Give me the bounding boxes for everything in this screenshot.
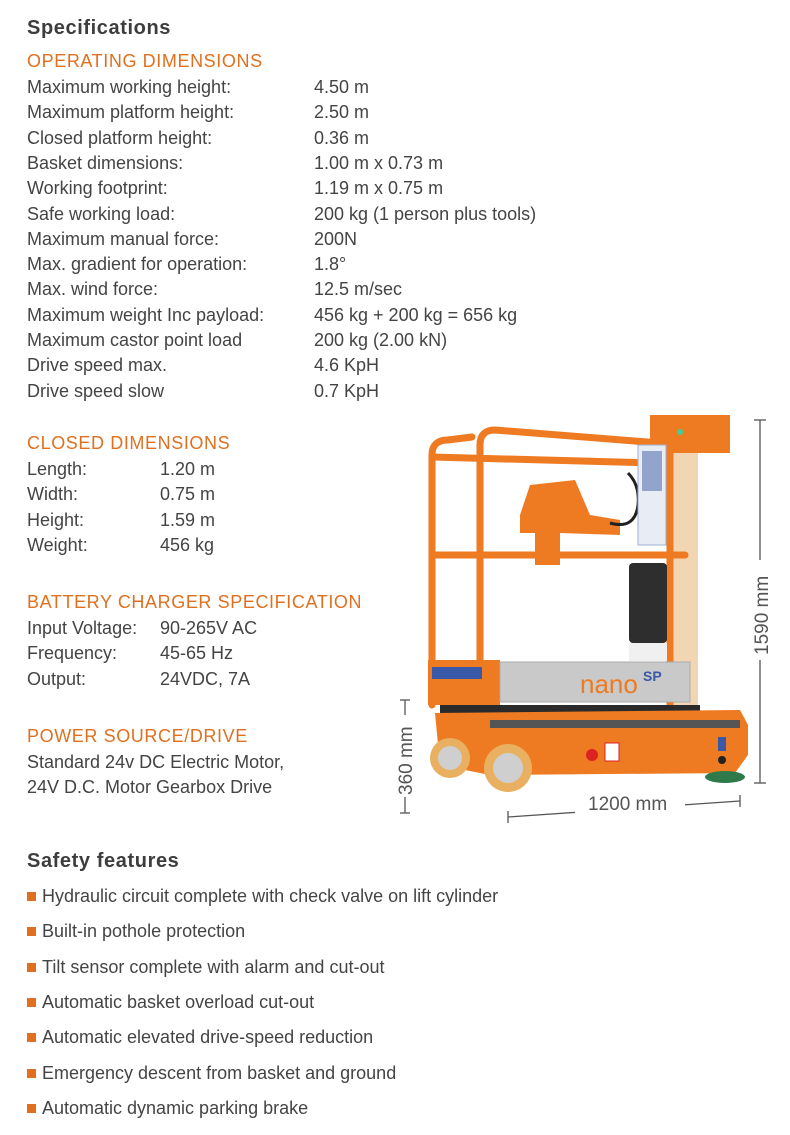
spec-value: 456 kg xyxy=(160,534,215,555)
platform-illustration xyxy=(380,405,790,835)
operating-dimensions-heading: OPERATING DIMENSIONS xyxy=(27,51,263,71)
spec-value: 0.75 m xyxy=(160,484,216,505)
brand-logo: nano xyxy=(580,669,638,699)
spec-value: 45-65 Hz xyxy=(160,643,234,664)
wheel-hub xyxy=(493,753,523,783)
spec-label: Max. wind force: xyxy=(27,279,159,300)
spec-value: 1.19 m x 0.75 m xyxy=(314,178,444,199)
spec-label: Closed platform height: xyxy=(27,127,213,148)
spec-value: 456 kg + 200 kg = 656 kg xyxy=(314,304,518,325)
spec-label: Max. gradient for operation: xyxy=(27,254,248,275)
power-source-heading: POWER SOURCE/DRIVE xyxy=(27,726,248,746)
battery-box xyxy=(629,563,667,643)
spec-value: 1.00 m x 0.73 m xyxy=(314,152,444,173)
safety-feature-item xyxy=(27,1027,373,1048)
spec-label: Basket dimensions: xyxy=(27,152,184,173)
safety-feature-item xyxy=(27,992,314,1013)
spec-label: Safe working load: xyxy=(27,203,176,224)
battery-base xyxy=(629,643,667,661)
key-switch-icon xyxy=(718,756,726,764)
spec-label: Maximum working height: xyxy=(27,77,232,97)
spec-value: 4.6 KpH xyxy=(314,355,380,376)
bullet-square-icon xyxy=(27,1104,36,1113)
info-label xyxy=(718,737,726,751)
spec-label: Drive speed max. xyxy=(27,355,168,376)
manual-label xyxy=(642,451,662,491)
height-dimension-label: 1590 mm xyxy=(752,575,773,655)
spec-value: 90-265V AC xyxy=(160,618,258,638)
spec-value: 4.50 m xyxy=(314,77,370,97)
front-wheel xyxy=(705,771,745,783)
safety-feature-text: Automatic dynamic parking brake xyxy=(42,1097,309,1118)
basket-gate xyxy=(428,660,500,705)
safety-feature-item xyxy=(27,886,498,907)
emergency-stop-icon xyxy=(586,749,598,761)
safety-feature-text: Tilt sensor complete with alarm and cut-out xyxy=(42,956,385,977)
brand-suffix: SP xyxy=(643,668,662,684)
safety-title: Safety features xyxy=(27,850,180,872)
safety-feature-text: Built-in pothole protection xyxy=(42,921,246,942)
length-dimension-label: 1200 mm xyxy=(588,794,668,815)
safety-feature-item xyxy=(27,921,245,942)
spec-label: Weight: xyxy=(27,534,88,555)
battery-charger-heading: BATTERY CHARGER SPECIFICATION xyxy=(27,592,363,612)
spec-label: Frequency: xyxy=(27,643,118,664)
spec-value: 1.8° xyxy=(314,254,347,275)
platform-dimension-label: 360 mm xyxy=(396,726,417,795)
spec-value: 0.36 m xyxy=(314,127,370,148)
product-figure xyxy=(380,405,790,835)
spec-value: 200 kg (1 person plus tools) xyxy=(314,203,537,224)
safety-feature-item xyxy=(27,1063,396,1084)
spec-label: Height: xyxy=(27,509,85,530)
spec-label: Width: xyxy=(27,484,79,505)
spec-value: 24VDC, 7A xyxy=(160,668,251,689)
chassis-rail xyxy=(490,720,740,728)
spec-value: 200N xyxy=(314,228,358,249)
spec-label: Maximum manual force: xyxy=(27,228,220,249)
chassis xyxy=(435,710,748,775)
cable xyxy=(610,473,638,525)
safety-feature-item xyxy=(27,957,384,978)
spec-label: Output: xyxy=(27,668,87,689)
closed-dimensions-heading: CLOSED DIMENSIONS xyxy=(27,433,231,453)
warning-label xyxy=(605,743,619,761)
indicator-light-icon xyxy=(677,429,683,435)
safety-feature-text: Emergency descent from basket and ground xyxy=(42,1062,397,1083)
spec-label: Drive speed slow xyxy=(27,380,165,401)
spec-value: 0.7 KpH xyxy=(314,380,380,401)
spec-label: Working footprint: xyxy=(27,178,168,199)
bullet-square-icon xyxy=(27,1069,36,1078)
power-source-line: Standard 24v DC Electric Motor, xyxy=(27,752,285,772)
safety-feature-text: Automatic basket overload cut-out xyxy=(42,991,315,1012)
safety-feature-item xyxy=(27,1098,308,1119)
power-source-text xyxy=(27,750,284,800)
spec-value: 200 kg (2.00 kN) xyxy=(314,330,448,350)
bullet-square-icon xyxy=(27,892,36,901)
spec-label: Maximum weight Inc payload: xyxy=(27,304,265,325)
wheel-hub xyxy=(438,746,462,770)
bullet-square-icon xyxy=(27,998,36,1007)
safety-feature-text: Hydraulic circuit complete with check valve on lift cylinder xyxy=(42,886,499,906)
spec-value: 12.5 m/sec xyxy=(314,279,403,300)
spec-value: 1.20 m xyxy=(160,459,216,479)
spec-value: 1.59 m xyxy=(160,509,216,530)
spec-label: Input Voltage: xyxy=(27,618,138,638)
power-source-line: 24V D.C. Motor Gearbox Drive xyxy=(27,777,273,797)
bullet-square-icon xyxy=(27,1033,36,1042)
page-title: Specifications xyxy=(27,17,171,39)
bullet-square-icon xyxy=(27,927,36,936)
safety-feature-text: Automatic elevated drive-speed reduction xyxy=(42,1027,374,1048)
spec-label: Maximum castor point load xyxy=(27,330,243,350)
spec-label: Length: xyxy=(27,459,88,479)
spec-value: 2.50 m xyxy=(314,102,370,123)
spec-label: Maximum platform height: xyxy=(27,102,235,123)
bullet-square-icon xyxy=(27,963,36,972)
basket-label xyxy=(432,667,482,679)
